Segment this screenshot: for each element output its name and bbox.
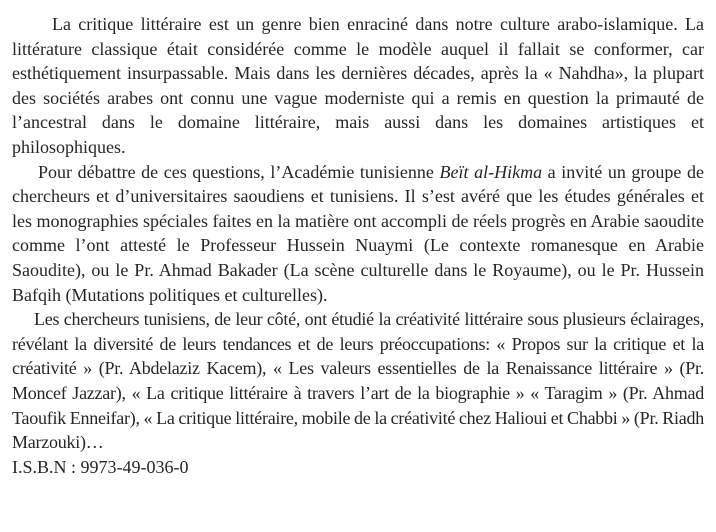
beit-al-hikma-italic: Beït al-Hikma [439, 161, 543, 182]
paragraph-tunisian-researchers: Les chercheurs tunisiens, de leur côté, ont étudié la créativité littéraire sous plusieurs éclairages, révélant la diversité de leurs tendances et de leurs préoccupations: « Propos sur la critique et la créativité » (Pr. Abdelaziz Kacem), « Les valeurs essentielles de la Renaissance littéraire » (Pr. Moncef Jazzar), « La critique littéraire à travers l’art de la biographie » « Taragim » (Pr. Ahmad Taoufik Enneifar), « La critique littéraire, mobile de la créativité chez Halioui et Chabbi » (Pr. Riadh Marzouki)… [12, 309, 704, 453]
paragraph-intro: La critique littéraire est un genre bien enraciné dans notre culture arabo-islamique. La littérature classique était considérée comme le modèle auquel il fallait se conformer, car esthétiquement insurpassable. Mais dans les dernières décades, après la « Nahdha», la plupart des sociétés arabes ont connu une vague moderniste qui a remis en question la primauté de l’ancestral dans le domaine littéraire, mais aussi dans les domaines artistiques et philosophiques. [12, 14, 704, 157]
isbn-line: I.S.B.N : 9973-49-036-0 [12, 456, 189, 477]
paragraph-2-text-after: a invité un groupe de chercheurs et d’universitaires saoudiens et tunisiens. Il s’est avéré que les études générales et les monographies spéciales faites en la matière ont accompli de réels progrès en Arabie saoudite comme l’ont attesté le Professeur Hussein Nuaymi (Le contexte romanesque en Arabie Saoudite), ou le Pr. Ahmad Bakader (La scène culturelle dans le Royaume), ou le Pr. Hussein Bafqih (Mutations politiques et culturelles). [12, 161, 704, 305]
paragraph-beit-al-hikma [12, 160, 704, 308]
paragraph-2-text-before: Pour débattre de ces questions, l’Académie tunisienne [38, 161, 440, 182]
